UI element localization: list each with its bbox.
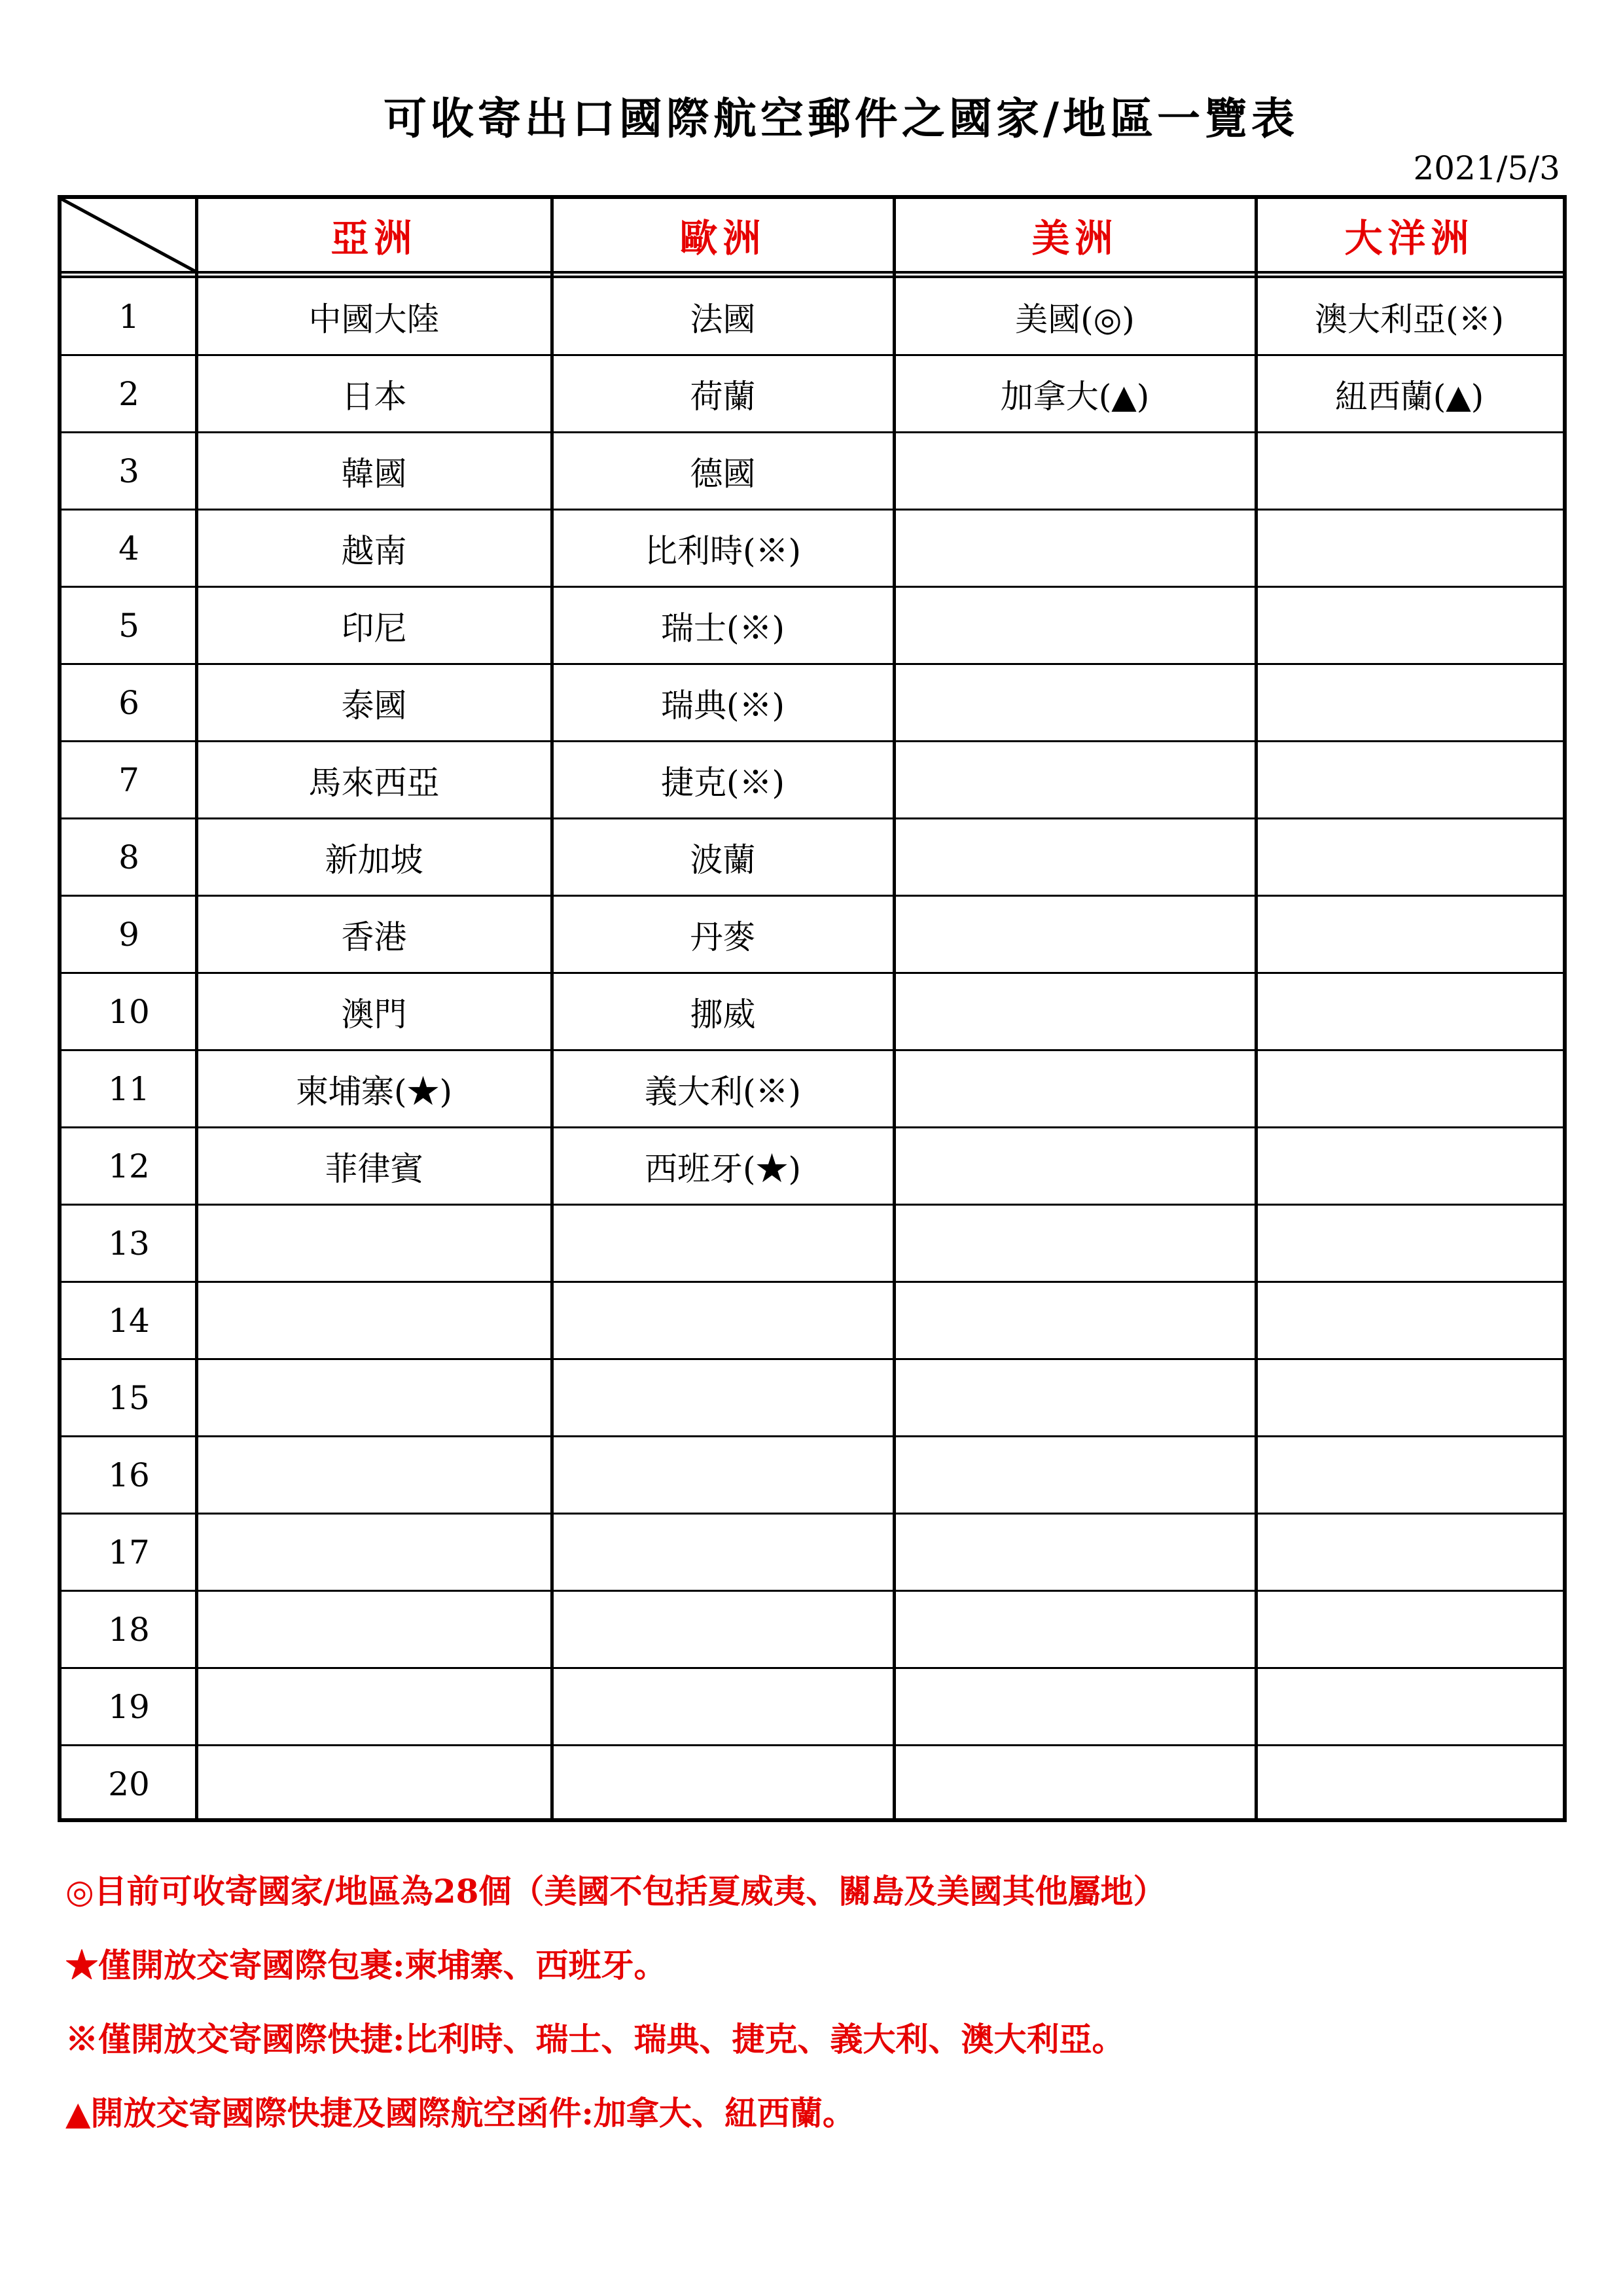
table-cell-europe: 比利時(※) <box>644 532 801 570</box>
table-cell-oceania <box>1256 587 1563 664</box>
row-number: 3 <box>118 452 139 490</box>
page-title: 可收寄出口國際航空郵件之國家/地區一覽表 <box>383 93 1299 144</box>
table-cell-oceania: 澳大利亞(※) <box>1314 300 1504 338</box>
table-cell-europe <box>552 1205 894 1282</box>
table-cell-asia <box>196 1668 552 1746</box>
row-number: 8 <box>118 838 139 876</box>
note-express-and-airmail: ▲開放交寄國際快捷及國際航空函件:加拿大、紐西蘭。 <box>65 2094 855 2132</box>
table-cell-europe: 捷克(※) <box>660 764 785 802</box>
table-cell-americas <box>894 1437 1256 1514</box>
table-cell-oceania <box>1256 433 1563 510</box>
table-cell-europe: 荷蘭 <box>690 378 756 416</box>
table-cell-asia <box>196 1746 552 1823</box>
table-cell-europe <box>552 1359 894 1437</box>
table-cell-europe <box>552 1591 894 1668</box>
row-number: 13 <box>108 1225 150 1263</box>
table-cell-americas <box>894 1359 1256 1437</box>
table-cell-asia: 泰國 <box>341 687 407 725</box>
note-parcel-only: ★僅開放交寄國際包裹:柬埔寨、西班牙。 <box>65 1946 667 1984</box>
table-cell-americas <box>894 510 1256 587</box>
row-number: 7 <box>118 761 139 799</box>
table-cell-americas: 美國(◎) <box>1015 300 1135 338</box>
table-cell-asia <box>196 1514 552 1591</box>
table-cell-americas <box>894 1050 1256 1128</box>
table-cell-europe: 丹麥 <box>690 918 756 956</box>
table-cell-oceania <box>1256 664 1563 742</box>
header-asia: 亞洲 <box>330 216 418 260</box>
table-cell-oceania <box>1256 819 1563 896</box>
table-cell-europe: 瑞典(※) <box>660 687 785 725</box>
table-cell-asia: 韓國 <box>341 455 407 493</box>
notes-section <box>65 1859 1166 2155</box>
table-cell-asia <box>196 1359 552 1437</box>
header-oceania: 大洋洲 <box>1344 216 1474 260</box>
note-express-only: ※僅開放交寄國際快捷:比利時、瑞士、瑞典、捷克、義大利、澳大利亞。 <box>65 2020 1125 2058</box>
document-date: 2021/5/3 <box>1413 149 1560 187</box>
table-cell-europe: 挪威 <box>690 996 756 1033</box>
table-cell-americas <box>894 973 1256 1050</box>
table-cell-americas: 加拿大(▲) <box>1000 378 1150 416</box>
table-cell-europe <box>552 1437 894 1514</box>
table-cell-europe: 西班牙(★) <box>644 1150 801 1188</box>
table-cell-oceania <box>1256 1128 1563 1205</box>
table-cell-europe: 法國 <box>690 300 756 338</box>
row-number: 5 <box>118 607 139 645</box>
table-cell-asia: 越南 <box>341 532 407 570</box>
table-cell-americas <box>894 819 1256 896</box>
table-cell-asia: 印尼 <box>341 609 407 647</box>
table-cell-europe <box>552 1514 894 1591</box>
header-diagonal-line <box>62 199 197 272</box>
table-cell-americas <box>894 1128 1256 1205</box>
table-cell-americas <box>894 896 1256 973</box>
table-cell-americas <box>894 1746 1256 1823</box>
table-cell-oceania <box>1256 1668 1563 1746</box>
row-number: 11 <box>108 1070 150 1108</box>
table-cell-americas <box>894 742 1256 819</box>
table-cell-europe <box>552 1746 894 1823</box>
table-cell-oceania <box>1256 1050 1563 1128</box>
row-number: 18 <box>108 1611 150 1649</box>
table-cell-oceania <box>1256 896 1563 973</box>
table-cell-europe: 德國 <box>690 455 756 493</box>
header-americas: 美洲 <box>1031 216 1118 260</box>
table-cell-oceania <box>1256 1205 1563 1282</box>
row-number: 6 <box>118 684 139 722</box>
row-number: 10 <box>108 993 150 1031</box>
country-table <box>58 195 1567 1822</box>
row-number: 2 <box>118 375 139 413</box>
table-cell-oceania: 紐西蘭(▲) <box>1334 378 1484 416</box>
row-number: 16 <box>108 1456 150 1494</box>
table-cell-asia: 澳門 <box>341 996 407 1033</box>
row-number: 1 <box>118 298 139 336</box>
table-cell-europe: 瑞士(※) <box>660 609 785 647</box>
table-cell-americas <box>894 1282 1256 1359</box>
table-cell-asia <box>196 1205 552 1282</box>
table-cell-oceania <box>1256 510 1563 587</box>
row-number: 15 <box>108 1379 150 1417</box>
table-cell-asia: 日本 <box>341 378 407 416</box>
table-cell-americas <box>894 1514 1256 1591</box>
table-cell-oceania <box>1256 1514 1563 1591</box>
table-cell-americas <box>894 1668 1256 1746</box>
row-number: 19 <box>108 1688 150 1726</box>
table-cell-asia: 香港 <box>341 918 407 956</box>
row-number: 9 <box>118 916 139 954</box>
table-cell-oceania <box>1256 1359 1563 1437</box>
table-cell-americas <box>894 664 1256 742</box>
row-number: 14 <box>108 1302 150 1340</box>
table-cell-oceania <box>1256 1746 1563 1823</box>
table-cell-americas <box>894 433 1256 510</box>
table-cell-asia: 新加坡 <box>325 841 423 879</box>
table-cell-oceania <box>1256 1591 1563 1668</box>
row-number: 4 <box>118 529 139 567</box>
table-cell-asia <box>196 1282 552 1359</box>
table-cell-asia: 菲律賓 <box>325 1150 423 1188</box>
table-cell-asia <box>196 1591 552 1668</box>
header-double-rule <box>62 271 1563 278</box>
table-cell-americas <box>894 587 1256 664</box>
table-cell-oceania <box>1256 1437 1563 1514</box>
table-cell-europe: 波蘭 <box>690 841 756 879</box>
table-cell-asia: 馬來西亞 <box>308 764 440 802</box>
table-cell-americas <box>894 1591 1256 1668</box>
table-cell-europe: 義大利(※) <box>644 1073 801 1111</box>
table-cell-oceania <box>1256 742 1563 819</box>
table-cell-asia: 柬埔寨(★) <box>295 1073 452 1111</box>
table-cell-europe <box>552 1668 894 1746</box>
table-cell-europe <box>552 1282 894 1359</box>
note-total: ◎目前可收寄國家/地區為28個（美國不包括夏威夷、關島及美國其他屬地） <box>65 1872 1166 1910</box>
row-number: 20 <box>108 1765 150 1803</box>
table-cell-americas <box>894 1205 1256 1282</box>
header-europe: 歐洲 <box>679 216 766 260</box>
table-cell-oceania <box>1256 973 1563 1050</box>
row-number: 17 <box>108 1534 150 1571</box>
table-cell-asia: 中國大陸 <box>308 300 440 338</box>
table-cell-asia <box>196 1437 552 1514</box>
row-number: 12 <box>108 1147 150 1185</box>
table-cell-oceania <box>1256 1282 1563 1359</box>
